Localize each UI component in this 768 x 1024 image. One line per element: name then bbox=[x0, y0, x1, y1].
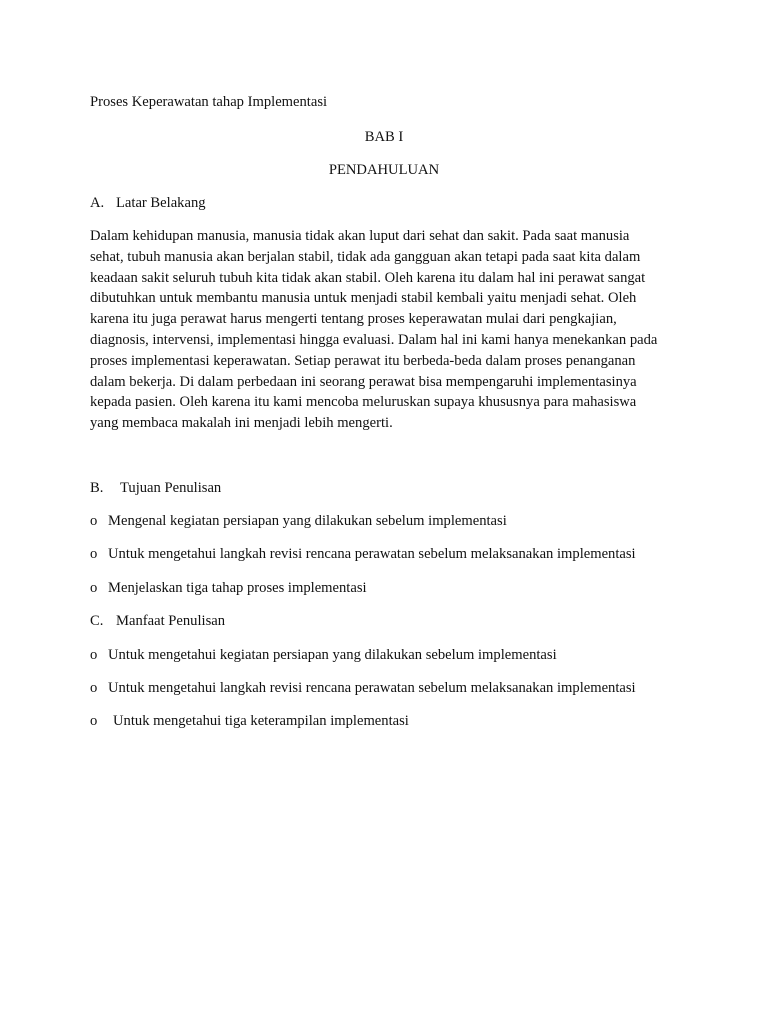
list-item bbox=[90, 579, 367, 597]
paragraph-line: yang membaca makalah ini menjadi lebih mengerti. bbox=[90, 415, 393, 432]
paragraph-line: keadaan sakit seluruh tubuh kita tidak akan stabil. Oleh karena itu dalam hal ini perawat sangat bbox=[90, 269, 646, 286]
list-item bbox=[90, 712, 409, 730]
section-a-heading bbox=[90, 194, 206, 212]
paragraph-line: diagnosis, intervensi, implementasi hingga evaluasi. Dalam hal ini kami hanya menekankan pada bbox=[90, 331, 658, 348]
bullet-icon: o bbox=[90, 546, 98, 562]
paragraph-line: dalam bekerja. Di dalam perbedaan ini seorang perawat bisa mempengaruhi implementasinya bbox=[90, 373, 637, 390]
bullet-icon: o bbox=[90, 647, 98, 663]
section-a-title: Latar Belakang bbox=[116, 195, 206, 211]
section-c-heading bbox=[90, 612, 225, 630]
list-item-text: Untuk mengetahui langkah revisi rencana perawatan sebelum melaksanakan implementasi bbox=[108, 546, 636, 562]
paragraph-line: Dalam kehidupan manusia, manusia tidak akan luput dari sehat dan sakit. Pada saat manusia bbox=[90, 228, 630, 244]
paragraph-line: sehat, tubuh manusia akan berjalan stabil, tidak ada gangguan akan tetapi pada saat kita dalam bbox=[90, 248, 641, 265]
chapter-title: PENDAHULUAN bbox=[328, 162, 440, 178]
paragraph-line: karena itu juga perawat harus mengerti tentang proses keperawatan mulai dari pengkajian, bbox=[90, 311, 617, 328]
section-b-heading bbox=[90, 479, 221, 497]
section-b-label: B. bbox=[90, 480, 104, 496]
list-item-text: Menjelaskan tiga tahap proses implementasi bbox=[108, 580, 367, 596]
list-item-text: Untuk mengetahui tiga keterampilan implementasi bbox=[113, 713, 409, 729]
paragraph-line: kepada pasien. Oleh karena itu kami mencoba meluruskan supaya khususnya para mahasiswa bbox=[90, 394, 637, 411]
bullet-icon: o bbox=[90, 513, 98, 529]
list-item bbox=[90, 679, 636, 697]
bullet-icon: o bbox=[90, 580, 98, 596]
list-item-text: Mengenal kegiatan persiapan yang dilakukan sebelum implementasi bbox=[108, 513, 507, 529]
section-c-title: Manfaat Penulisan bbox=[116, 613, 226, 629]
chapter-number: BAB I bbox=[364, 129, 404, 145]
section-a-label: A. bbox=[90, 195, 105, 211]
list-item bbox=[90, 545, 636, 563]
list-item-text: Untuk mengetahui langkah revisi rencana perawatan sebelum melaksanakan implementasi bbox=[108, 680, 636, 696]
list-item bbox=[90, 646, 557, 664]
section-a-paragraph bbox=[90, 226, 690, 434]
list-item-text: Untuk mengetahui kegiatan persiapan yang dilakukan sebelum implementasi bbox=[108, 647, 557, 663]
section-c-label: C. bbox=[90, 613, 104, 629]
bullet-icon: o bbox=[90, 680, 98, 696]
paragraph-line: dibutuhkan untuk membantu manusia untuk menjadi stabil kembali yaitu menjadi sehat. Oleh bbox=[90, 290, 637, 307]
bullet-icon: o bbox=[90, 713, 98, 729]
list-item bbox=[90, 512, 507, 530]
section-b-title: Tujuan Penulisan bbox=[120, 480, 222, 496]
paragraph-line: proses implementasi keperawatan. Setiap perawat itu berbeda-beda dalam proses penanganan bbox=[90, 352, 636, 369]
document-title: Proses Keperawatan tahap Implementasi bbox=[90, 94, 328, 110]
